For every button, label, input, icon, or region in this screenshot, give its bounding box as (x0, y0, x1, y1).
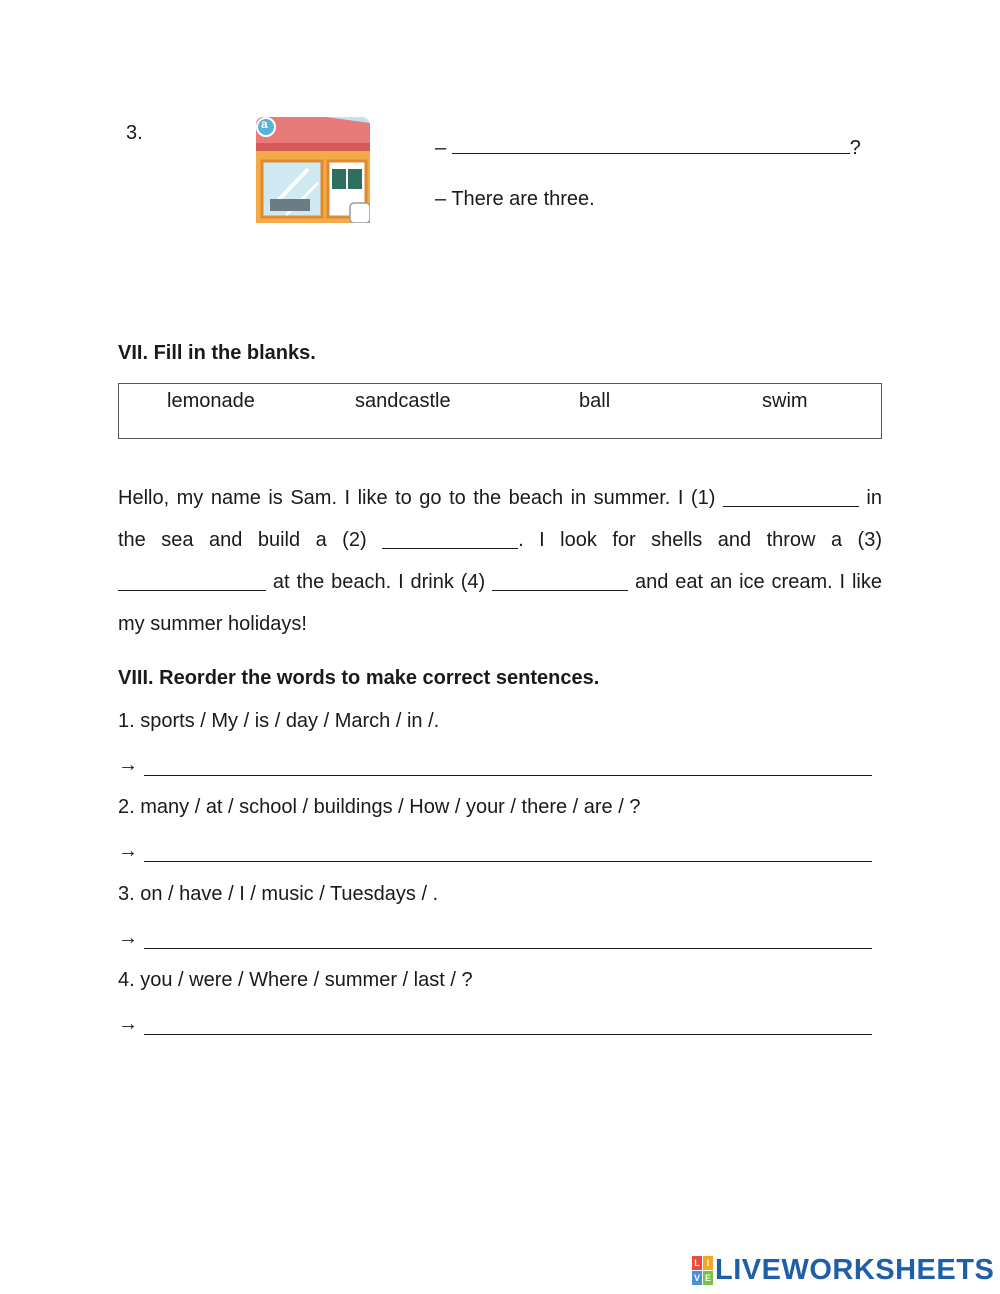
question-mark: ? (849, 137, 861, 159)
reorder-item: 4. you / were / Where / summer / last / ? (118, 969, 473, 991)
reorder-item: 3. on / have / I / music / Tuesdays / . (118, 883, 439, 905)
word-bank-item: swim (762, 390, 808, 412)
logo-letter: E (704, 1273, 711, 1283)
shop-picture (256, 117, 370, 223)
answer-blank-q3[interactable] (452, 133, 850, 154)
answer-line-4[interactable] (144, 1013, 872, 1035)
reorder-item: 2. many / at / school / buildings / How / your / there / are / ? (118, 796, 641, 818)
question-answer-text: – There are three. (435, 188, 595, 210)
paragraph-text: and eat an ice cream. I like my summer holidays! (118, 571, 882, 635)
arrow-icon: → (118, 754, 138, 776)
word-bank-item: ball (579, 390, 611, 412)
image-badge-label: a (261, 117, 268, 131)
logo-letter: I (703, 1256, 713, 1270)
word-bank-item: sandcastle (355, 390, 451, 412)
reorder-item: 1. sports / My / is / day / March / in /. (118, 710, 440, 732)
answer-line-2[interactable] (144, 840, 872, 862)
dash-prefix: – (435, 137, 447, 159)
arrow-icon: → (118, 840, 138, 862)
arrow-icon: → (118, 927, 138, 949)
word-bank-item: lemonade (167, 390, 255, 412)
paragraph-text: Hello, my name is Sam. I like to go to the beach in summer. I (1) (118, 487, 716, 509)
question-number: 3. (126, 122, 143, 144)
paragraph-text: . I look for shells and throw a (3) (518, 529, 882, 551)
paragraph-text: in the sea and build a (2) (118, 487, 882, 551)
blank-2[interactable] (382, 528, 518, 549)
section-7-heading: VII. Fill in the blanks. (118, 342, 316, 364)
question-prompt-line (435, 133, 861, 160)
arrow-icon: → (118, 1013, 138, 1035)
answer-line-3[interactable] (144, 927, 872, 949)
word-bank (118, 383, 882, 439)
section-8-heading: VIII. Reorder the words to make correct sentences. (118, 667, 600, 689)
brand-name: LIVEWORKSHEETS (715, 1254, 995, 1286)
logo-mark-icon (692, 1256, 713, 1285)
blank-1[interactable] (723, 486, 859, 507)
blank-3[interactable] (118, 570, 266, 591)
paragraph-text: at the beach. I drink (4) (272, 571, 486, 593)
logo-letter: L (692, 1256, 702, 1270)
logo-letter: V (693, 1273, 700, 1283)
fill-in-paragraph (118, 477, 882, 645)
blank-4[interactable] (492, 570, 628, 591)
liveworksheets-logo[interactable] (692, 1254, 994, 1287)
answer-line-1[interactable] (144, 754, 872, 776)
